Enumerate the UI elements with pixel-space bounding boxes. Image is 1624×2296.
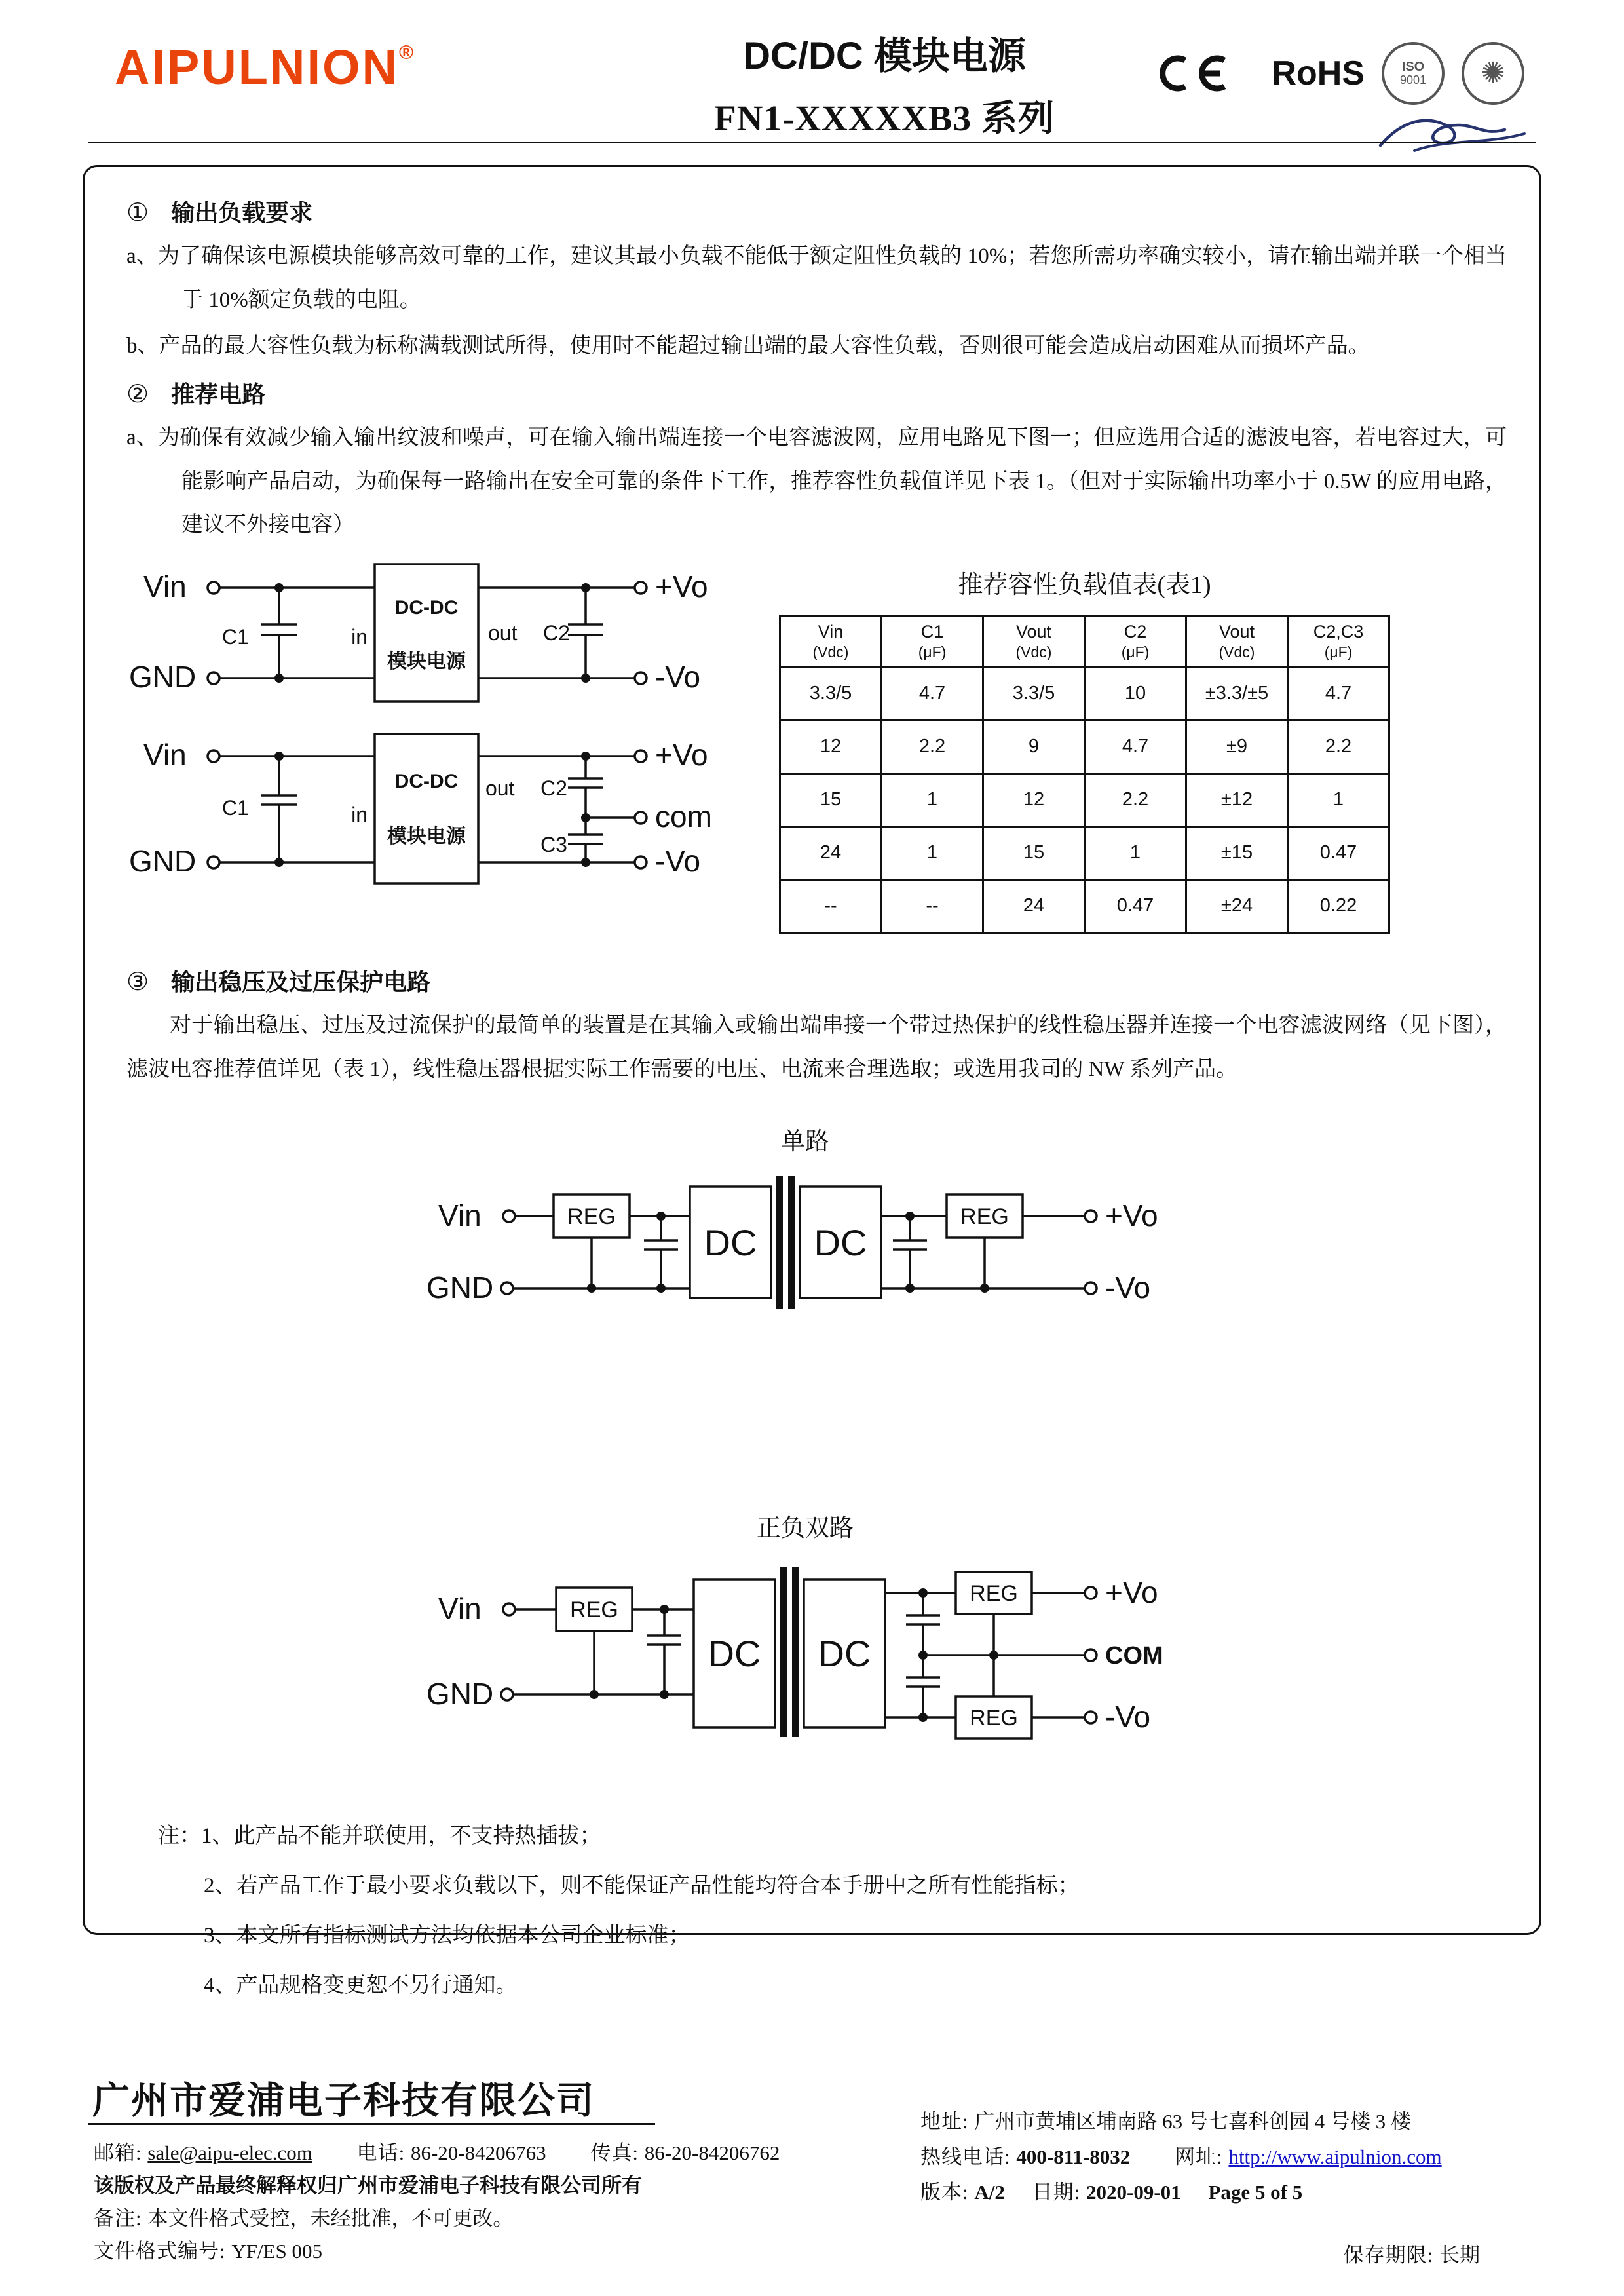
gnd-label: GND [129,659,197,694]
table-header-row [780,615,1389,667]
gnd-terminal [208,672,219,684]
cert-rosette-icon [1462,42,1524,105]
table-cell: 2.2 [1085,773,1186,826]
gnd-label: GND [426,1677,494,1712]
in-label: in [351,802,368,826]
table-cell: ±9 [1186,720,1288,773]
retention-line [1344,2238,1480,2268]
neg-vo-label: -Vo [1105,1271,1151,1305]
note-line: 3、本文所有指标测试方法均依据本公司企业标准； [204,1924,690,1948]
note-line [158,1812,1507,1862]
pos-vo-label: +Vo [655,737,708,772]
section-3-heading: 输出稳压及过压保护电路 [171,968,431,995]
contact-line [94,2136,780,2166]
address-line [920,2105,1411,2134]
transformer-core-bar [780,1567,787,1737]
note-line: 4、产品规格变更恕不另行通知。 [204,1973,518,1997]
table-cell: 9 [983,720,1085,773]
neg-vo-terminal [635,672,647,684]
table-cell: -- [882,879,983,932]
com-terminal [635,812,647,824]
section-1-para-b: b、产品的最大容性负载为标称满载测试所得，使用时不能超过输出端的最大容性负载，否则很可能会造成启动困难从而损坏产品。 [126,334,1370,358]
table-cell: 4.7 [1085,720,1186,773]
address-label: 地址: [920,2110,975,2133]
figure-single-title: 单路 [781,1128,829,1156]
section-2-para-a: a、为确保有效减少输入输出纹波和噪声，可在输入输出端连接一个电容滤波网，应用电路见下图一；但应选用合适的滤波电容，若电容过大，可能影响产品启动，为确保每一路输出在安全可靠的条件下工作，推荐容性负载值详见下表 1。（但对于实际输出功率小于 0.5W 的应用电路，建议不外接电容） [126,425,1507,537]
reg-label: REG [567,1204,616,1230]
footer-divider [88,2123,655,2125]
out-label: out [488,621,518,645]
note-item: 1、此产品不能并联使用，不支持热插拔； [201,1824,601,1848]
circuit-single-output-diagram [124,562,727,716]
iso-badge-icon [1382,42,1445,105]
doc-number: YF/ES 005 [231,2240,323,2263]
table-cell: 24 [983,879,1085,932]
in-label: in [351,624,368,649]
table-cell: ±15 [1186,826,1288,879]
table-cell: 15 [983,826,1085,879]
col-header: Vout (Vdc) [983,615,1085,667]
single-path-regulator-diagram [425,1167,1185,1344]
com-label: com [655,799,712,833]
site-label: 网址: [1175,2145,1229,2168]
capacitor-c1 [261,752,297,867]
output-filter-capacitor-bottom [906,1655,940,1722]
c2-label: C2 [540,776,567,800]
copyright-line: 该版权及产品最终解释权归广州市爱浦电子科技有限公司所有 [94,2174,642,2197]
neg-vo-label: -Vo [655,659,701,694]
certification-marks [1156,42,1524,105]
table-cell: 24 [780,826,882,879]
reg-label: REG [960,1204,1009,1230]
gnd-terminal [208,856,219,868]
section-3-para: 对于输出稳压、过压及过流保护的最简单的装置是在其输入或输出端串接一个带过热保护的线性稳压器并连接一个电容滤波网络（见下图），滤波电容推荐值详见（表 1），线性稳压器根据实际工作需要的电压、电流来合理选取；或选用我司的 NW 系列产品。 [126,1013,1507,1081]
retention-label: 保存期限: [1343,2244,1439,2267]
notes-prefix: 注： [158,1824,201,1848]
version-value: A/2 [974,2181,1005,2204]
vin-label: Vin [143,737,187,772]
phone-label: 电话: [356,2141,411,2164]
hotline-label: 热线电话: [920,2145,1017,2168]
table-cell: -- [780,879,882,932]
circuit-dual-output-diagram [124,730,727,894]
table-row [780,720,1389,773]
dcdc-module-box [375,734,478,883]
fax-label: 传真: [590,2141,645,2164]
table-cell: 0.47 [1085,879,1186,932]
pos-vo-label: +Vo [655,569,708,603]
section-3-number: ③ [126,968,149,996]
out-label: out [485,776,515,800]
doc-number-line [94,2234,322,2264]
logo-text: AIPULNION [115,40,399,94]
table-cell: 0.47 [1288,826,1389,879]
neg-vo-terminal [635,856,647,868]
c1-label: C1 [222,795,249,820]
section-1-heading: 输出负载要求 [171,200,313,226]
transformer-core-bar [792,1567,799,1737]
fax-number: 86-20-84206762 [644,2141,780,2164]
page-header [88,20,1536,141]
module-box-line1: DC-DC [394,596,459,619]
company-logo [115,39,415,95]
com-label: COM [1105,1642,1163,1670]
vin-terminal [503,1603,515,1615]
hotline-number: 400-811-8032 [1016,2145,1131,2168]
doc-series: FN1-XXXXXB3 系列 [714,98,1055,138]
neg-vo-terminal [1085,1282,1097,1294]
input-filter-capacitor [644,1212,678,1293]
application-circuits [124,562,740,934]
ce-mark-icon [1156,52,1255,94]
table-cell: ±3.3/±5 [1186,667,1288,720]
output-filter-capacitor [893,1212,927,1293]
address-text: 广州市黄埔区埔南路 63 号七喜科创园 4 号楼 3 楼 [974,2110,1411,2133]
page-indicator: Page 5 of 5 [1208,2181,1303,2204]
neg-vo-label: -Vo [1105,1700,1151,1734]
col-header: Vin (Vdc) [780,615,882,667]
table-cell: 1 [1085,826,1186,879]
output-filter-capacitor-top [906,1588,940,1660]
vin-label: Vin [143,569,187,603]
pos-vo-label: +Vo [1105,1575,1158,1610]
c2-label: C2 [543,621,570,645]
dc-label: DC [814,1222,867,1264]
col-header: C2 (μF) [1085,615,1186,667]
table-cell: 1 [882,826,983,879]
dc-label: DC [708,1633,761,1675]
remark-line [94,2202,513,2231]
table-row [780,667,1389,720]
table-cell: 1 [882,773,983,826]
signature-swoosh-icon [1375,106,1532,161]
dc-label: DC [704,1222,757,1264]
table-cell: 2.2 [1288,720,1389,773]
version-line [920,2175,1302,2205]
capacitor-c1 [261,583,297,683]
module-box-line2: 模块电源 [387,825,466,847]
pos-vo-terminal [1085,1210,1097,1222]
phone-number: 86-20-84206763 [410,2141,546,2164]
table-cell: 12 [780,720,882,773]
gnd-terminal [501,1282,513,1294]
figure-single-path [425,1121,1185,1344]
iso-badge-text: ISO [1401,60,1425,75]
table-cell: 2.2 [882,720,983,773]
cap-load-table-section [779,562,1390,934]
table-cell: 15 [780,773,882,826]
retention-value: 长期 [1439,2244,1480,2267]
document-title-block [557,25,1212,141]
vin-terminal [503,1210,515,1222]
pos-vo-terminal [635,750,647,762]
reg-label: REG [970,1706,1018,1731]
table-row [780,773,1389,826]
company-name: 广州市爱浦电子科技有限公司 [92,2080,595,2122]
notes-block [158,1812,1507,2011]
cap-load-table [779,615,1390,934]
remark-label: 备注: [94,2207,148,2230]
doc-title: DC/DC 模块电源 [743,35,1026,77]
gnd-terminal [501,1689,513,1700]
vin-label: Vin [438,1592,482,1626]
cap-table-title: 推荐容性负载值表(表1) [958,571,1211,599]
figure-dual-path [425,1508,1185,1770]
table-cell: 3.3/5 [983,667,1085,720]
page-footer [88,2063,1536,2279]
pos-vo-terminal [635,582,647,594]
vin-terminal [208,750,219,762]
section-2-number: ② [126,380,149,408]
com-terminal [1085,1649,1097,1661]
reg-label: REG [970,1581,1018,1607]
registered-mark-icon: ® [399,42,416,64]
pos-vo-label: +Vo [1105,1198,1158,1233]
table-cell: 10 [1085,667,1186,720]
figure-dual-title: 正负双路 [757,1515,854,1542]
section-3-title [126,964,1507,997]
col-header: C1 (μF) [882,615,983,667]
doc-number-label: 文件格式编号: [94,2240,232,2263]
version-label: 版本: [920,2181,975,2204]
email-link[interactable]: sale@aipu-elec.com [147,2141,312,2164]
module-box-line2: 模块电源 [387,650,466,672]
capacitor-c2 [568,752,603,822]
iso-badge-number: 9001 [1399,73,1427,87]
table-cell: 4.7 [1288,667,1389,720]
rosette-glyph-icon: ✺ [1481,57,1505,89]
table-cell: ±24 [1186,879,1288,932]
gnd-label: GND [426,1271,494,1305]
capacitor-c2 [568,583,603,683]
input-filter-capacitor [647,1605,681,1699]
module-box-line1: DC-DC [394,770,459,792]
date-value: 2020-09-01 [1086,2181,1181,2204]
dcdc-module-box [375,564,478,702]
table-cell: 1 [1288,773,1389,826]
table-row [780,826,1389,879]
hotline-line [920,2140,1442,2170]
section-2-title [126,376,1507,410]
table-cell: ±12 [1186,773,1288,826]
table-cell: 12 [983,773,1085,826]
dc-label: DC [818,1633,871,1675]
col-header: Vout (Vdc) [1186,615,1288,667]
note-line: 2、若产品工作于最小要求负载以下，则不能保证产品性能均符合本手册中之所有性能指标； [204,1874,1080,1898]
vin-terminal [208,582,219,594]
capacitor-c3 [568,818,603,867]
section-2-heading: 推荐电路 [171,381,266,408]
table-row [780,879,1389,932]
neg-vo-terminal [1085,1712,1097,1723]
col-header: C2,C3 (μF) [1288,615,1389,667]
section-1-number: ① [126,199,149,227]
table-cell: 0.22 [1288,879,1389,932]
neg-vo-label: -Vo [655,843,701,878]
date-label: 日期: [1032,2181,1086,2204]
table-cell: 4.7 [882,667,983,720]
c3-label: C3 [540,832,567,856]
rohs-mark: RoHS [1272,54,1365,92]
email-label: 邮箱: [94,2141,148,2164]
table-cell: 3.3/5 [780,667,882,720]
transformer-core-bar [788,1176,795,1309]
pos-vo-terminal [1085,1587,1097,1599]
website-link[interactable]: http://www.aipulnion.com [1228,2145,1442,2168]
section-1-para-a: a、为了确保该电源模块能够高效可靠的工作，建议其最小负载不能低于额定阻性负载的 10%；若您所需功率确实较小，请在输出端并联一个相当于 10%额定负载的电阻。 [126,244,1507,312]
section-3 [117,964,1507,1091]
c1-label: C1 [222,624,249,649]
remark-text: 本文件格式受控，未经批准，不可更改。 [147,2207,514,2230]
dual-path-regulator-diagram [425,1554,1185,1770]
transformer-core-bar [776,1176,783,1309]
gnd-label: GND [129,843,197,878]
header-divider [88,142,1536,144]
circuits-and-table-row [124,562,1507,934]
vin-label: Vin [438,1198,482,1233]
reg-label: REG [570,1598,618,1623]
section-1-title [126,195,1507,228]
content-box [83,165,1541,1997]
